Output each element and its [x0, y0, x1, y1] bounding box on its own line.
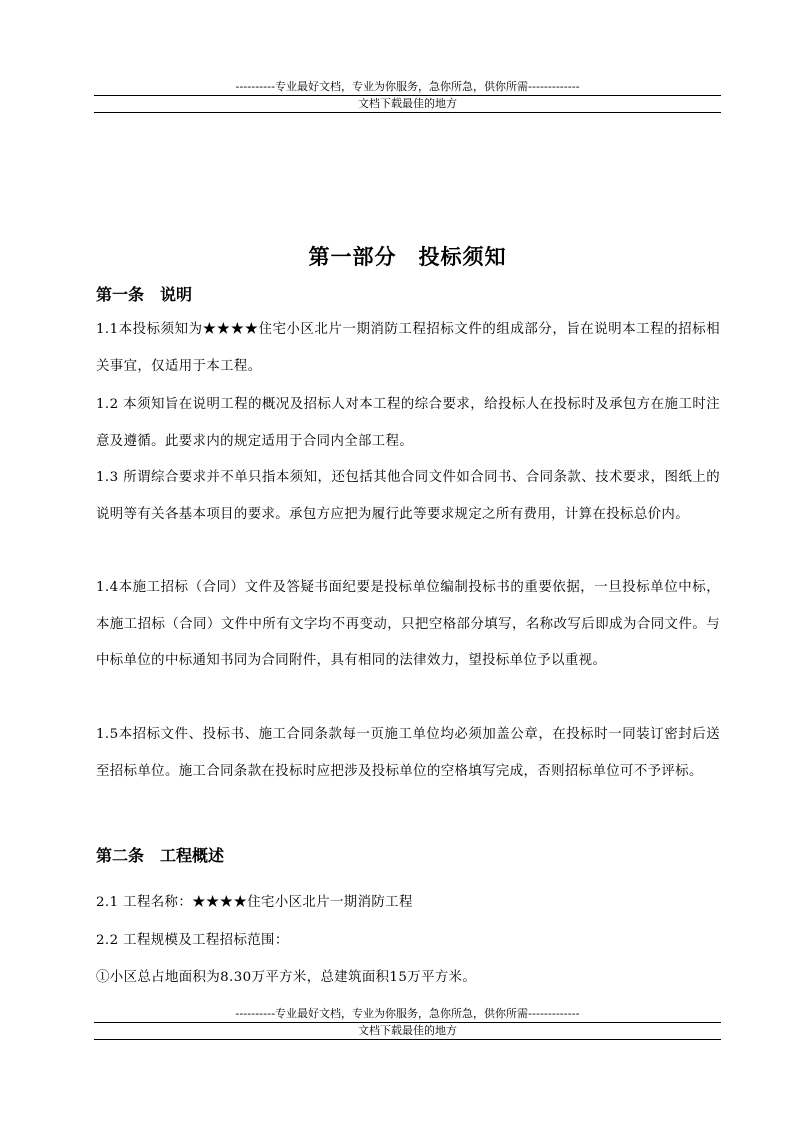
paragraph-1-2: 1.2 本须知旨在说明工程的概况及招标人对本工程的综合要求，给投标人在投标时及承包方在施工时注意及遵循。此要求内的规定适用于合同内全部工程。: [96, 397, 720, 449]
footer-subtitle: 文档下载最佳的地方: [358, 1024, 457, 1037]
header-rule-bottom: [94, 112, 721, 113]
paragraph-2-3: ①小区总占地面积为8.30万平方米，总建筑面积15万平方米。: [96, 970, 477, 985]
article-2-heading: 第二条 工程概述: [96, 846, 225, 865]
footer-rule: [94, 1022, 721, 1023]
paragraph-1-4: 1.4本施工招标（合同）文件及答疑书面纪要是投标单位编制投标书的重要依据，一旦投标单位中标，本施工招标（合同）文件中所有文字均不再变动，只把空格部分填写，名称改写后即成为合同文件。与中标单位的中标通知书同为合同附件，具有相同的法律效力，望投标单位予以重视。: [96, 580, 720, 668]
document-title: 第一部分 投标须知: [308, 244, 507, 269]
paragraph-2-1: 2.1 工程名称：★★★★住宅小区北片一期消防工程: [96, 895, 413, 910]
article-1-heading: 第一条 说明: [96, 285, 193, 304]
header-rule: [94, 95, 721, 96]
paragraph-1-3: 1.3 所谓综合要求并不单只指本须知，还包括其他合同文件如合同书、合同条款、技术要求，图纸上的说明等有关各基本项目的要求。承包方应把为履行此等要求规定之所有费用，计算在投标总价内。: [96, 470, 720, 522]
header-slogan: ----------专业最好文档，专业为你服务，急你所急，供你所需-------------: [235, 80, 580, 93]
footer-rule-bottom: [94, 1039, 721, 1040]
footer-slogan: ----------专业最好文档，专业为你服务，急你所急，供你所需-------------: [235, 1007, 580, 1020]
paragraph-1-5: 1.5本招标文件、投标书、施工合同条款每一页施工单位均必须加盖公章，在投标时一同装订密封后送至招标单位。施工合同条款在投标时应把涉及投标单位的空格填写完成，否则招标单位可不予评标。: [96, 727, 720, 779]
header-subtitle: 文档下载最佳的地方: [358, 97, 457, 110]
paragraph-1-1: 1.1本投标须知为★★★★住宅小区北片一期消防工程招标文件的组成部分，旨在说明本工程的招标相关事宜，仅适用于本工程。: [96, 322, 720, 374]
paragraph-2-2: 2.2 工程规模及工程招标范围：: [96, 933, 289, 948]
